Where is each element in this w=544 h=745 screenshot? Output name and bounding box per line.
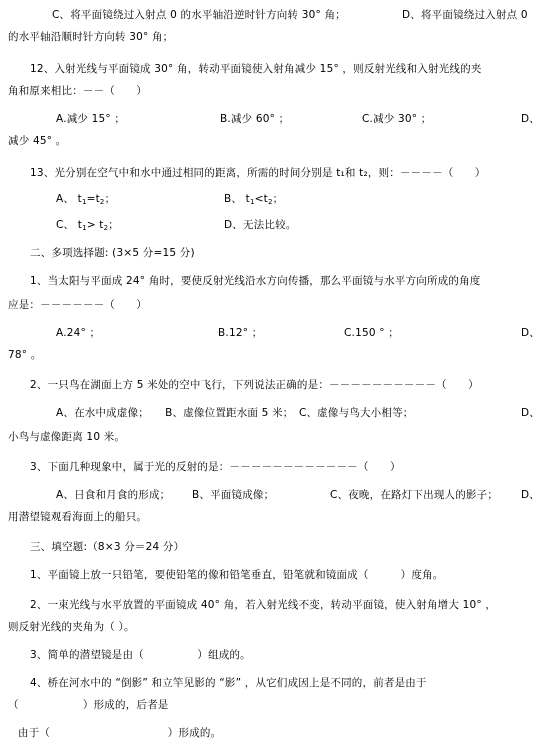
m1-stem: 1、当太阳与平面成 24° 角时，要使反射光线沿水方向传播，那么平面镜与水平方向所成的角度 <box>30 275 481 287</box>
section-multiple-choice-heading: 二、多项选择题: (3×5 分=15 分) <box>30 247 195 259</box>
m1-stem-cont: 应是：－－－－－－（ ） <box>8 299 148 311</box>
q13-option-d: D、无法比较。 <box>224 219 297 231</box>
q13-stem: 13、光分别在空气中和水中通过相同的距离，所需的时间分别是 t₁和 t₂，则：－－－－（ ） <box>30 167 486 179</box>
q13-option-b: B、 $t_1<t_2$； <box>224 193 284 206</box>
q12-stem: 12、入射光线与平面镜成 30° 角，转动平面镜使入射角减少 15° ，则反射光线和入射光线的夹 <box>30 63 482 75</box>
m3-option-b: B、平面镜成像； <box>192 489 275 501</box>
q13-option-a: A、 $t_1=t_2$； <box>56 193 116 206</box>
q12-option-b: B.减少 60° ； <box>220 113 290 125</box>
m2-option-d-text: 小鸟与虚像距离 10 米。 <box>8 431 126 443</box>
m2-option-d: D、 <box>521 407 540 419</box>
f4-question-cont: （ ）形成的，后者是 <box>8 699 169 711</box>
m3-option-c: C、夜晚，在路灯下出现人的影子； <box>330 489 499 501</box>
f2-question: 2、一束光线与水平放置的平面镜成 40° 角，若入射光线不变，转动平面镜，使入射角增大 10° ， <box>30 599 497 611</box>
m3-option-d: D、 <box>521 489 540 501</box>
m1-option-b: B.12° ； <box>218 327 263 339</box>
q12-option-c: C.减少 30° ； <box>362 113 432 125</box>
m1-option-a: A.24° ； <box>56 327 101 339</box>
q12-stem-cont: 角和原来相比：－－（ ） <box>8 85 148 97</box>
m1-option-d-text: 78° 。 <box>8 349 42 361</box>
q11-option-d-cont: 的水平轴沿顺时针方向转 30° 角； <box>8 31 174 43</box>
f2-question-cont: 则反射光线的夹角为（ ）。 <box>8 621 135 633</box>
q12-option-d: D、 <box>521 113 540 125</box>
f4-question: 4、桥在河水中的 “倒影” 和立竿见影的 “影” ，从它们成因上是不同的，前者是由于 <box>30 677 427 689</box>
m1-option-d: D、 <box>521 327 540 339</box>
m2-options: A、在水中成虚像； B、虚像位置距水面 5 米； C、虚像与鸟大小相等； <box>56 407 414 419</box>
m1-option-c: C.150 ° ； <box>344 327 399 339</box>
q12-option-d-text: 减少 45° 。 <box>8 135 67 147</box>
q12-option-a: A.减少 15° ； <box>56 113 126 125</box>
m2-stem: 2、一只鸟在湖面上方 5 米处的空中飞行，下列说法正确的是：－－－－－－－－－－（ ） <box>30 379 479 391</box>
m3-option-d-text: 用潜望镜观看海面上的船只。 <box>8 511 148 523</box>
f4-question-end: 由于（ ）形成的。 <box>18 727 222 739</box>
q13-option-c: C、 $t_1> t_2$； <box>56 219 119 232</box>
m3-option-a: A、日食和月食的形成； <box>56 489 171 501</box>
section-fill-blank-heading: 三、填空题:（8×3 分＝24 分） <box>30 541 185 553</box>
q11-option-d: D、将平面镜绕过入射点 0 <box>402 9 528 21</box>
q11-option-c: C、将平面镜绕过入射点 0 的水平轴沿逆时针方向转 30° 角； <box>52 9 346 21</box>
f1-question: 1、平面镜上放一只铅笔，要使铅笔的像和铅笔垂直，铅笔就和镜面成（ ）度角。 <box>30 569 444 581</box>
m3-stem: 3、下面几种现象中，属于光的反射的是：－－－－－－－－－－－－（ ） <box>30 461 401 473</box>
f3-question: 3、简单的潜望镜是由（ ）组成的。 <box>30 649 251 661</box>
